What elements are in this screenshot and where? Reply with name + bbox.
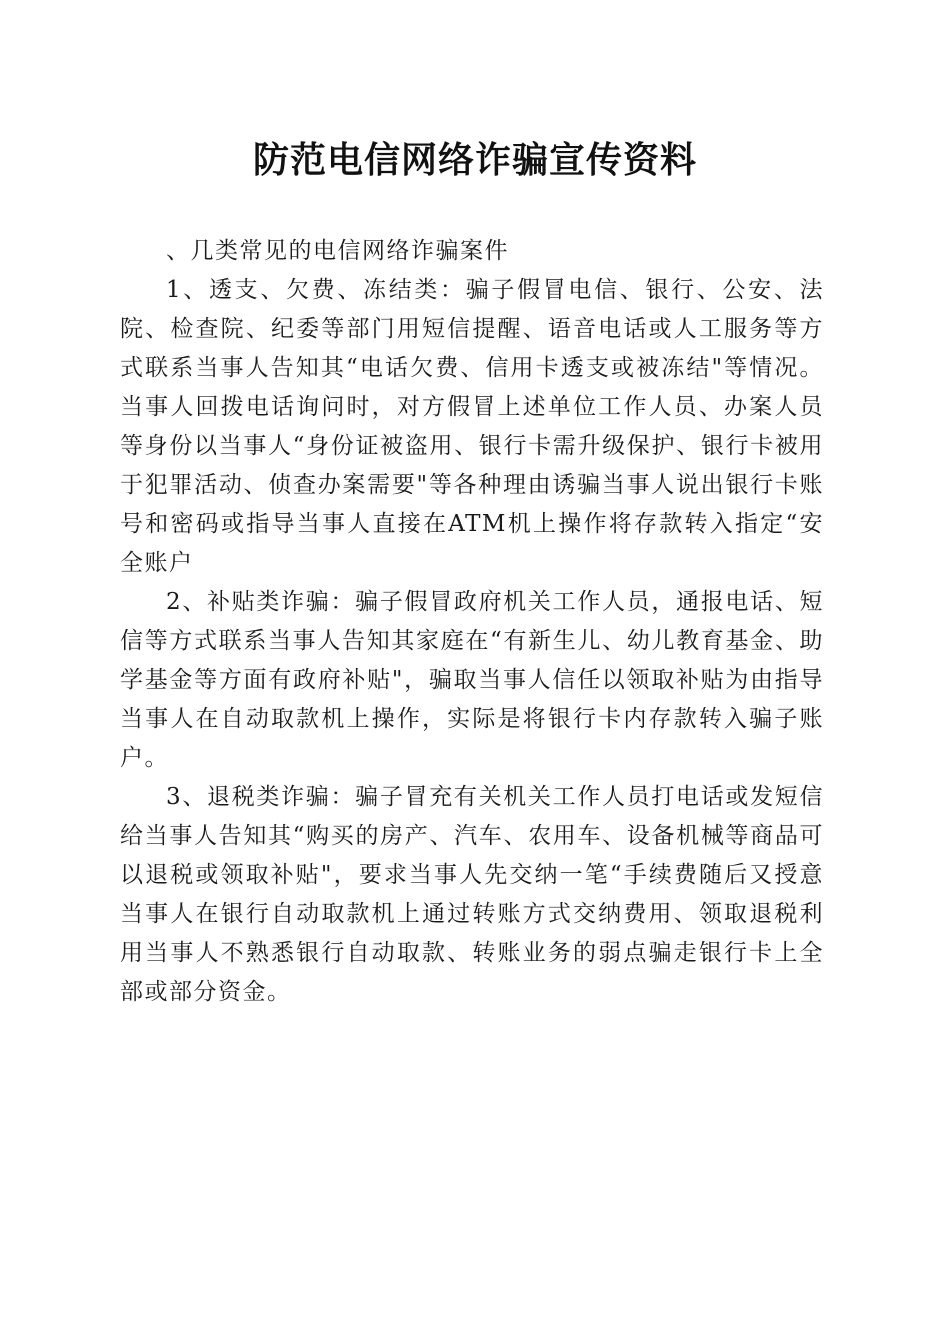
page-title: 防范电信网络诈骗宣传资料	[252, 139, 697, 181]
document-body	[120, 232, 824, 1012]
paragraph-subsidy-scam: 2、补贴类诈骗：骗子假冒政府机关工作人员，通报电话、短信等方式联系当事人告知其家庭在“有新生儿、幼儿教育基金、助学基金等方面有政府补贴"，骗取当事人信任以领取补贴为由指导当事人在自动取款机上操作，实际是将银行卡内存款转入骗子账户。	[120, 589, 824, 771]
section-heading: 、几类常见的电信网络诈骗案件	[166, 238, 509, 264]
paragraph-overdraft-scam: 1、透支、欠费、冻结类：骗子假冒电信、银行、公安、法院、检查院、纪委等部门用短信提醒、语音电话或人工服务等方式联系当事人告知其“电话欠费、信用卡透支或被冻结"等情况。当事人回拨电话询问时，对方假冒上述单位工作人员、办案人员等身份以当事人“身份证被盗用、银行卡需升级保护、银行卡被用于犯罪活动、侦查办案需要"等各种理由诱骗当事人说出银行卡账号和密码或指导当事人直接在ATM机上操作将存款转入指定“安全账户	[120, 277, 824, 576]
paragraph-tax-refund-scam: 3、退税类诈骗：骗子冒充有关机关工作人员打电话或发短信给当事人告知其“购买的房产、汽车、农用车、设备机械等商品可以退税或领取补贴"，要求当事人先交纳一笔“手续费随后又授意当事人在银行自动取款机上通过转账方式交纳费用、领取退税利用当事人不熟悉银行自动取款、转账业务的弱点骗走银行卡上全部或部分资金。	[120, 784, 824, 1005]
